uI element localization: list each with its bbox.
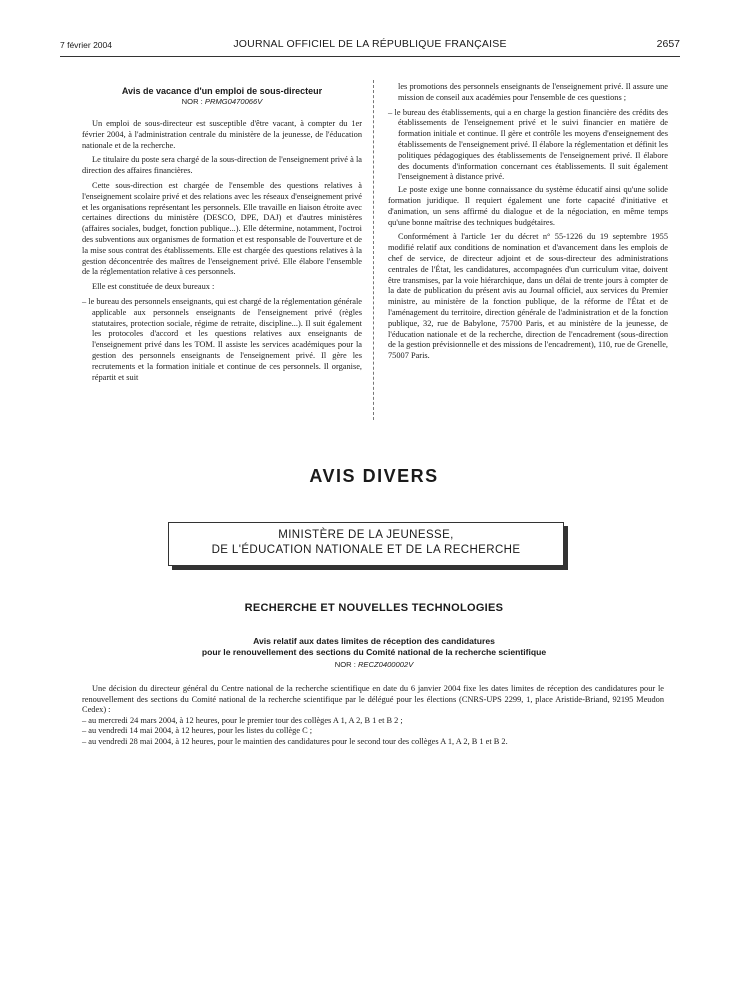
nor-code: RECZ0400002V [357, 660, 414, 669]
column-divider [373, 80, 374, 420]
right-column [388, 82, 668, 366]
subsection-title: RECHERCHE ET NOUVELLES TECHNOLOGIES [244, 602, 504, 614]
deadline-list [82, 716, 664, 748]
nor-code: PRMG0470066V [204, 97, 263, 106]
page-number: 2657 [656, 38, 680, 50]
paragraph: Une décision du directeur général du Centre national de la recherche scientifique en date du 6 janvier 2004 fixe les dates limites de réception des candidatures pour le renouvellement des sections du Comité national de la recherche scientifique par le délégué pour les élections (CNRS-UPS 2299, 1, place Aristide-Briand, 92195 Meudon Cedex) : [82, 684, 664, 714]
list-item: – le bureau des personnels enseignants, qui est chargé de la réglementation générale applicable aux personnels enseignants de l'enseignement privé (règles statutaires, protection sociale, régime de retraite, discipline...). Il suit également les protocoles d'accord et les questions relatives aux enseignants de l'enseignement privé dans les TOM. Il assiste les services académiques pour la gestion des personnels enseignants de l'enseignement privé. Il gère les recrutements et la formation initiale et continue de ces personnels. Il organise, répartit et suit [82, 296, 362, 382]
paragraph: Le titulaire du poste sera chargé de la sous-direction de l'enseignement privé à la direction des affaires financières. [82, 155, 362, 176]
left-column [82, 86, 362, 385]
paragraph-continuation: les promotions des personnels enseignants de l'enseignement privé. Il assure une mission de conseil aux académies pour l'ensemble de ces questions ; [398, 82, 668, 102]
paragraph: Un emploi de sous-directeur est susceptible d'être vacant, à compter du 1er février 2004, à l'administration centrale du ministère de la jeunesse, de l'éducation nationale et de la recherche. [82, 119, 362, 150]
list-item: – au vendredi 14 mai 2004, à 12 heures, pour les listes du collège C ; [82, 726, 313, 735]
notice-title-line: Avis relatif aux dates limites de réception des candidatures [253, 636, 495, 646]
paragraph: Conformément à l'article 1er du décret n° 55-1226 du 19 septembre 1955 modifié relatif aux conditions de nomination et d'avancement dans les emplois de chef de service, de directeur adjoint et de sous-directeur des administrations centrales de l'État, les candidatures, accompagnées d'un curriculum vitae, doivent être transmises, par la voie hiérarchique, dans un délai de trente jours à compter de la date de publication du présent avis au Journal officiel, aux services du Premier ministre, au ministère de la fonction publique, de la réforme de l'État et de l'aménagement du territoire, direction générale de l'administration et de la fonction publique, 32, rue de Babylone, 75700 Paris, et au ministère de la jeunesse, de l'éducation nationale et de la recherche, direction de l'encadrement (sous-direction de la gestion prévisionnelle et des missions de l'encadrement), 110, rue de Grenelle, 75007 Paris. [388, 232, 668, 361]
vacancy-notice-title: Avis de vacance d'un emploi de sous-directeur [121, 86, 323, 96]
bureau-list [388, 108, 668, 184]
header-rule [60, 56, 680, 57]
paragraph: Elle est constituée de deux bureaux : [92, 282, 215, 292]
ministry-box [168, 522, 564, 566]
nor-label: NOR : [181, 97, 205, 106]
notice-title [100, 636, 648, 657]
section-title: AVIS DIVERS [309, 466, 439, 486]
page-header [60, 38, 680, 52]
paragraph: Cette sous-direction est chargée de l'ensemble des questions relatives à l'enseignement scolaire privé et des relations avec les réseaux d'enseignement privé et les organisations représentant les personnels. Elle travaille en liaison étroite avec certaines directions du ministère (DESCO, DPE, DAJ) et d'autres ministères (affaires sociales, budget, fonction publique...). Elle détermine, notamment, l'octroi des subventions aux organismes de formation et est responsable de l'ouverture et de la mise sous contrat des établissements. Elle est chargée des questions relatives à la gestion déconcentrée des maîtres de l'enseignement privé. Elle élabore l'ensemble de la réglementation relative à ces personnels. [82, 180, 362, 277]
nor-reference [82, 97, 362, 107]
list-item: – le bureau des établissements, qui a en charge la gestion financière des crédits des établissements de l'enseignement privé et le suivi financier en matière de formation initiale et continue. Il gère et contrôle les moyens d'enseignement des établissements de l'enseignement privé. Il élabore la réglementation et définit les politiques pédagogiques des établissements de l'enseignement privé. Il élabore des documents d'information concernant ces établissements. Il suit également l'enseignement à distance privé. [388, 107, 668, 182]
list-item: – au vendredi 28 mai 2004, à 12 heures, pour le maintien des candidatures pour le second tour des collèges A 1, A 2, B 1 et B 2. [82, 736, 508, 746]
ministry-line: DE L'ÉDUCATION NATIONALE ET DE LA RECHERCHE [211, 544, 521, 556]
list-item: – au mercredi 24 mars 2004, à 12 heures, pour le premier tour des collèges A 1, A 2, B 1 et B 2 ; [82, 715, 403, 725]
paragraph: Le poste exige une bonne connaissance du système éducatif ainsi qu'une solide formation juridique. Il requiert également une forte capacité d'initiative et d'animation, un sens affirmé du dialogue et de la négociation, en même temps qu'une bonne maîtrise des techniques budgétaires. [388, 185, 668, 227]
nor-label: NOR : [334, 660, 358, 669]
nor-reference [0, 660, 748, 669]
header-date: 7 février 2004 [60, 40, 112, 50]
notice-body [82, 684, 664, 747]
ministry-line: MINISTÈRE DE LA JEUNESSE, [278, 529, 454, 541]
journal-title: JOURNAL OFFICIEL DE LA RÉPUBLIQUE FRANÇAISE [233, 38, 507, 50]
notice-title-line: pour le renouvellement des sections du Comité national de la recherche scientifique [201, 646, 547, 657]
bureau-list [82, 297, 362, 383]
